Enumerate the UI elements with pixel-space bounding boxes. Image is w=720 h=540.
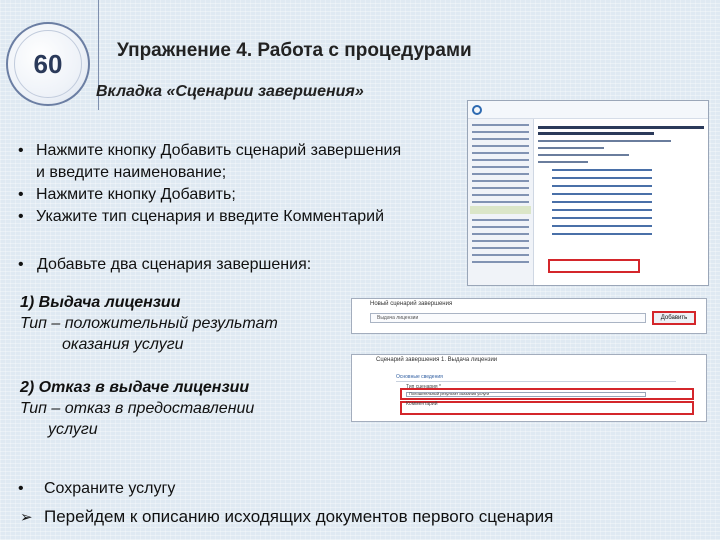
scenario-type-select[interactable] [400,388,694,400]
instruction-text: Нажмите кнопку Добавить сценарий завершения [36,142,402,159]
example-2-type-cont: услуги [48,421,98,438]
screenshot-header [468,101,708,119]
bullet: • [18,256,24,273]
instruction-text-continuation: и введите наименование; [36,164,227,181]
add-scenario-button[interactable]: Добавить [652,311,696,325]
screenshot-scenario-form [351,354,707,422]
example-2 [20,377,254,440]
task-intro-text: Добавьте два сценария завершения: [36,256,312,273]
scenario-name-value: Выдача лицензии [377,315,419,321]
arrow-icon: ➢ [20,509,33,526]
section-heading: Основные сведения [396,374,443,380]
scenario-type-label: Тип сценария * [406,384,441,390]
slide-subtitle: Вкладка «Сценарии завершения» [96,83,364,100]
save-instruction [18,480,175,498]
highlight-add-scenario-link [548,259,640,273]
scenario-name-input[interactable] [370,313,646,323]
example-2-title: 2) Отказ в выдаче лицензии [20,379,250,396]
instruction-text: Укажите тип сценария и введите Комментарий [36,208,385,225]
instruction-item [18,140,468,162]
slide-title: Упражнение 4. Работа с процедурами [117,40,472,61]
next-step [20,507,553,527]
bullet: • [18,208,24,225]
logo-icon [472,105,482,115]
sidebar-active-item [470,206,531,214]
example-1 [20,292,278,355]
example-1-title: 1) Выдача лицензии [20,294,181,311]
save-text: Сохраните услугу [44,480,176,497]
slide-number-badge [6,22,90,106]
slide-number: 60 [33,48,63,79]
comment-field[interactable] [400,401,694,415]
scenario-type-value: Положительный результат оказания услуги [409,391,490,396]
instruction-item [18,184,468,206]
example-1-type: Тип – положительный результат [20,315,278,332]
task-intro [18,256,311,274]
screenshot-sidebar [468,119,534,285]
screenshot-new-scenario [351,298,707,334]
next-step-text: Перейдем к описанию исходящих документов первого сценария [44,507,554,526]
instruction-text: Нажмите кнопку Добавить; [36,186,236,203]
example-1-type-cont: оказания услуги [62,336,184,353]
bullet: • [18,186,24,203]
bullet: • [18,142,24,159]
instruction-item [18,206,468,228]
instruction-list [18,140,468,228]
screenshot-scenario-title: Сценарий завершения 1. Выдача лицензии [376,357,498,363]
comment-label: Комментарий [406,401,438,407]
screenshot-new-scenario-title: Новый сценарий завершения [370,301,453,307]
example-2-type: Тип – отказ в предоставлении [20,400,255,417]
screenshot-procedure-editor [467,100,709,286]
bullet: • [18,480,24,497]
